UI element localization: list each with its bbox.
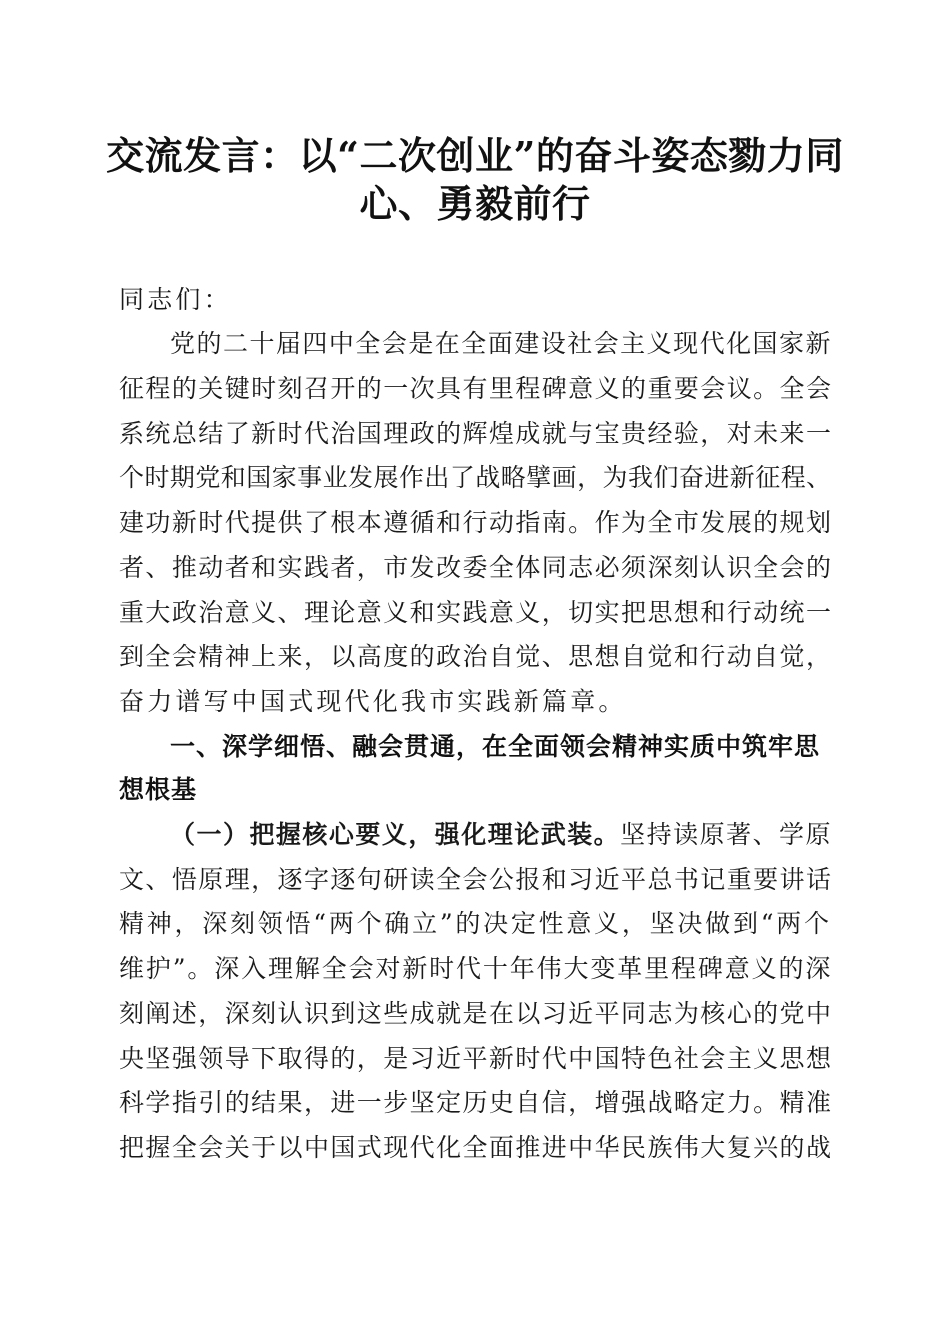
subsection-first-line [170,818,832,852]
paragraph-line: 维护”。深入理解全会对新时代十年伟大变革里程碑意义的深 [119,954,833,983]
paragraph-line: 到全会精神上来，以高度的政治自觉、思想自觉和行动自觉， [119,642,833,671]
subsection-text: 坚持读原著、学原 [620,820,833,849]
title-line-2: 心、勇毅前行 [359,181,591,226]
section-heading-line: 想根基 [119,775,198,804]
section-heading-line: 一、深学细悟、融会贯通，在全面领会精神实质中筑牢思 [170,732,821,761]
paragraph-line: 建功新时代提供了根本遵循和行动指南。作为全市发展的规划 [119,508,833,537]
paragraph-line: 央坚强领导下取得的，是习近平新时代中国特色社会主义思想 [119,1044,833,1073]
paragraph-line: 科学指引的结果，进一步坚定历史自信，增强战略定力。精准 [119,1088,833,1117]
paragraph-line: 把握全会关于以中国式现代化全面推进中华民族伟大复兴的战 [119,1133,833,1162]
salutation: 同志们： [119,285,232,314]
paragraph-line: 重大政治意义、理论意义和实践意义，切实把思想和行动统一 [119,598,833,627]
paragraph-line: 系统总结了新时代治国理政的辉煌成就与宝贵经验，对未来一 [119,419,833,448]
paragraph-line: 征程的关键时刻召开的一次具有里程碑意义的重要会议。全会 [119,374,833,403]
paragraph-line: 精神，深刻领悟“两个确立”的决定性意义，坚决做到“两个 [119,909,832,938]
document-title [95,132,855,228]
paragraph-line: 党的二十届四中全会是在全面建设社会主义现代化国家新 [170,329,833,358]
title-line-1: 交流发言：以“二次创业”的奋斗姿态勠力同 [106,133,844,178]
paragraph-line: 刻阐述，深刻认识到这些成就是在以习近平同志为核心的党中 [119,999,833,1028]
paragraph-line: 文、悟原理，逐字逐句研读全会公报和习近平总书记重要讲话 [119,865,833,894]
paragraph-line: 者、推动者和实践者，市发改委全体同志必须深刻认识全会的 [119,553,833,582]
paragraph-line: 奋力谱写中国式现代化我市实践新篇章。 [119,687,627,716]
paragraph-line: 个时期党和国家事业发展作出了战略擘画，为我们奋进新征程、 [119,463,832,492]
subsection-heading: （一）把握核心要义，强化理论武装。 [170,820,621,849]
